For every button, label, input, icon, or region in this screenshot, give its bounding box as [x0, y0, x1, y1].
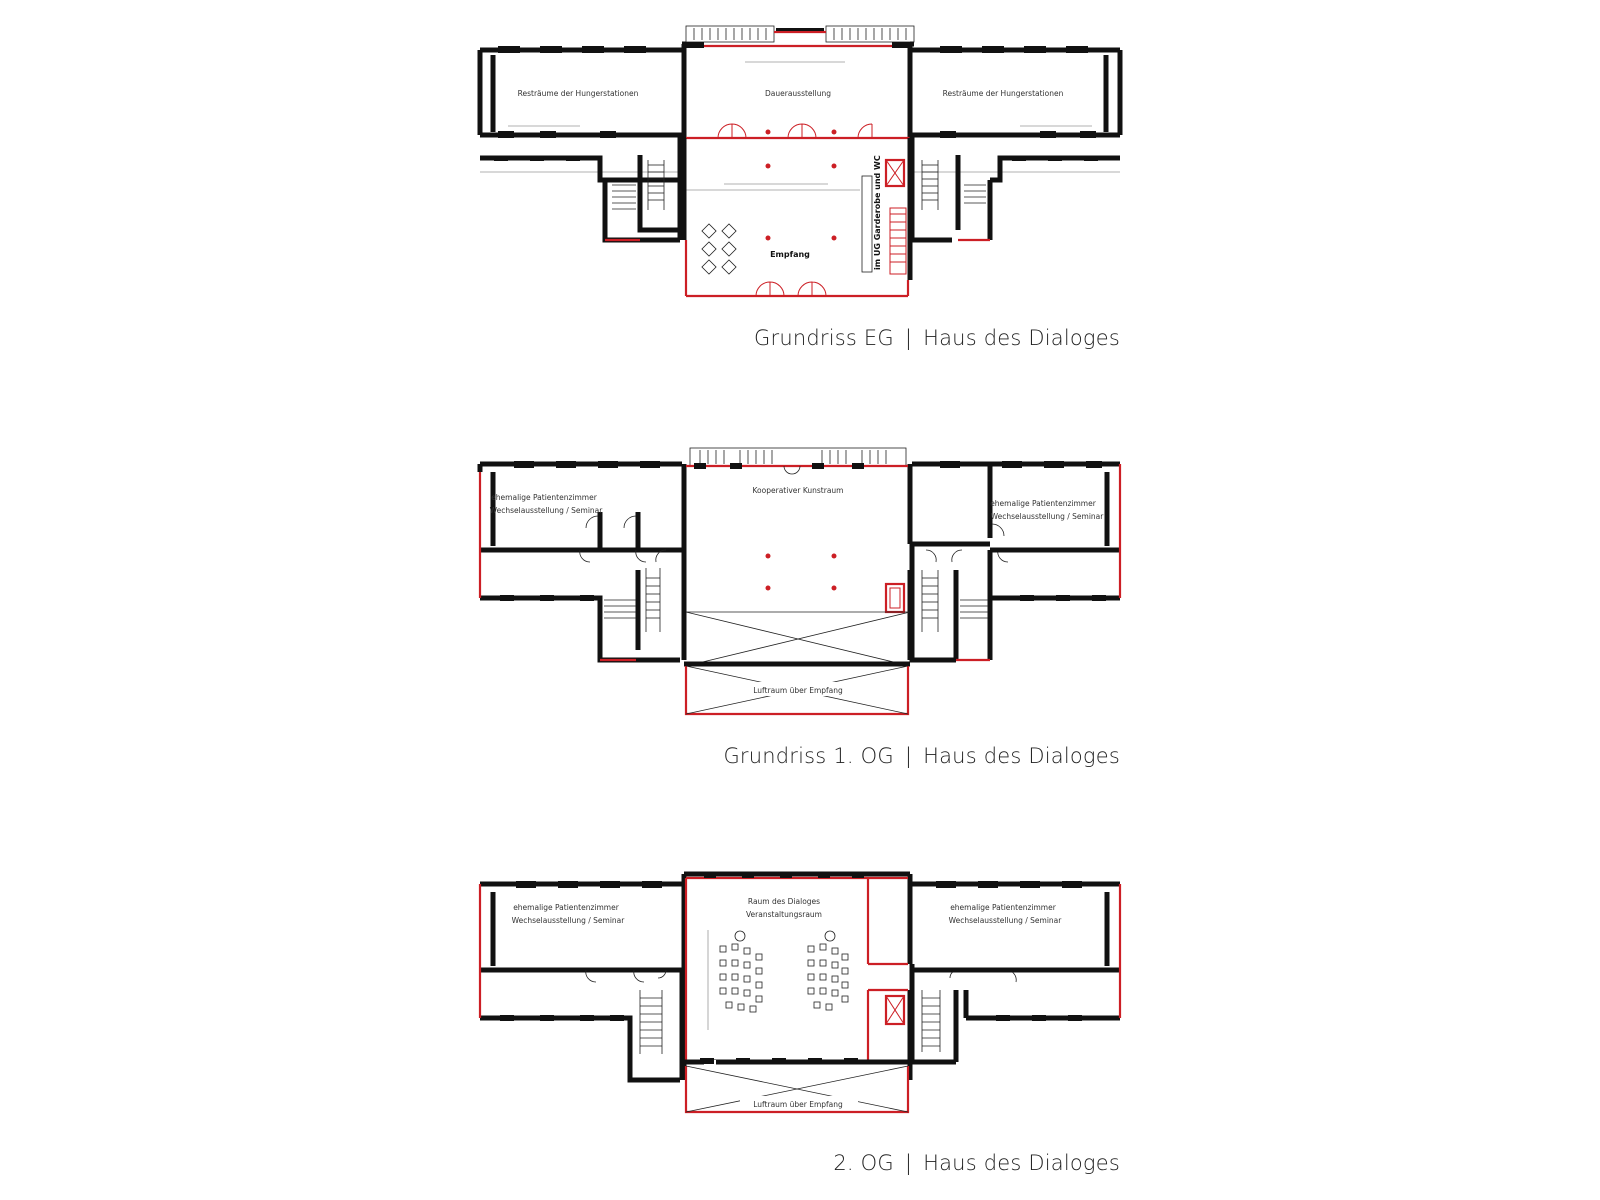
floorplan-1og-drawing — [0, 420, 1600, 780]
caption-1og — [723, 744, 1120, 768]
room-label-void: Luftraum über Empfang — [753, 686, 843, 695]
room-label-left-1: ehemalige Patientenzimmer — [513, 903, 619, 912]
caption-separator: | — [904, 326, 913, 350]
caption-1og-project: Haus des Dialoges — [923, 744, 1120, 768]
caption-1og-title: Grundriss 1. OG — [723, 744, 894, 768]
caption-eg-title: Grundriss EG — [754, 326, 894, 350]
floorplan-1og — [0, 420, 1600, 780]
room-label-center-1: Raum des Dialoges — [747, 897, 821, 906]
floorplan-eg-drawing — [0, 0, 1600, 360]
caption-separator: | — [904, 1151, 913, 1175]
caption-separator: | — [904, 744, 913, 768]
floorplan-2og-drawing — [0, 840, 1600, 1200]
room-label-center-2: Veranstaltungsraum — [746, 910, 822, 919]
room-label-left-1: ehemalige Patientenzimmer — [491, 493, 597, 502]
room-label-left: Resträume der Hungerstationen — [517, 89, 639, 98]
caption-2og — [833, 1151, 1120, 1175]
room-label-right: Resträume der Hungerstationen — [942, 89, 1064, 98]
room-label-center: Kooperativer Kunstraum — [752, 486, 844, 495]
room-label-left-2: Wechselausstellung / Seminar — [511, 916, 625, 925]
room-label-void: Luftraum über Empfang — [753, 1100, 843, 1109]
room-label-right-2: Wechselausstellung / Seminar — [990, 512, 1104, 521]
room-label-right-1: ehemalige Patientenzimmer — [990, 499, 1096, 508]
room-label-left-2: Wechselausstellung / Seminar — [489, 506, 603, 515]
caption-eg — [754, 326, 1120, 350]
floorplan-eg — [0, 0, 1600, 360]
caption-2og-title: 2. OG — [833, 1151, 894, 1175]
room-label-entry: Empfang — [770, 250, 810, 259]
caption-eg-project: Haus des Dialoges — [923, 326, 1120, 350]
room-label-right-2: Wechselausstellung / Seminar — [948, 916, 1062, 925]
room-label-vertical: im UG Garderobe und WC — [873, 155, 882, 270]
room-label-center: Dauerausstellung — [765, 89, 831, 98]
floorplan-2og — [0, 840, 1600, 1200]
caption-2og-project: Haus des Dialoges — [923, 1151, 1120, 1175]
room-label-right-1: ehemalige Patientenzimmer — [950, 903, 1056, 912]
